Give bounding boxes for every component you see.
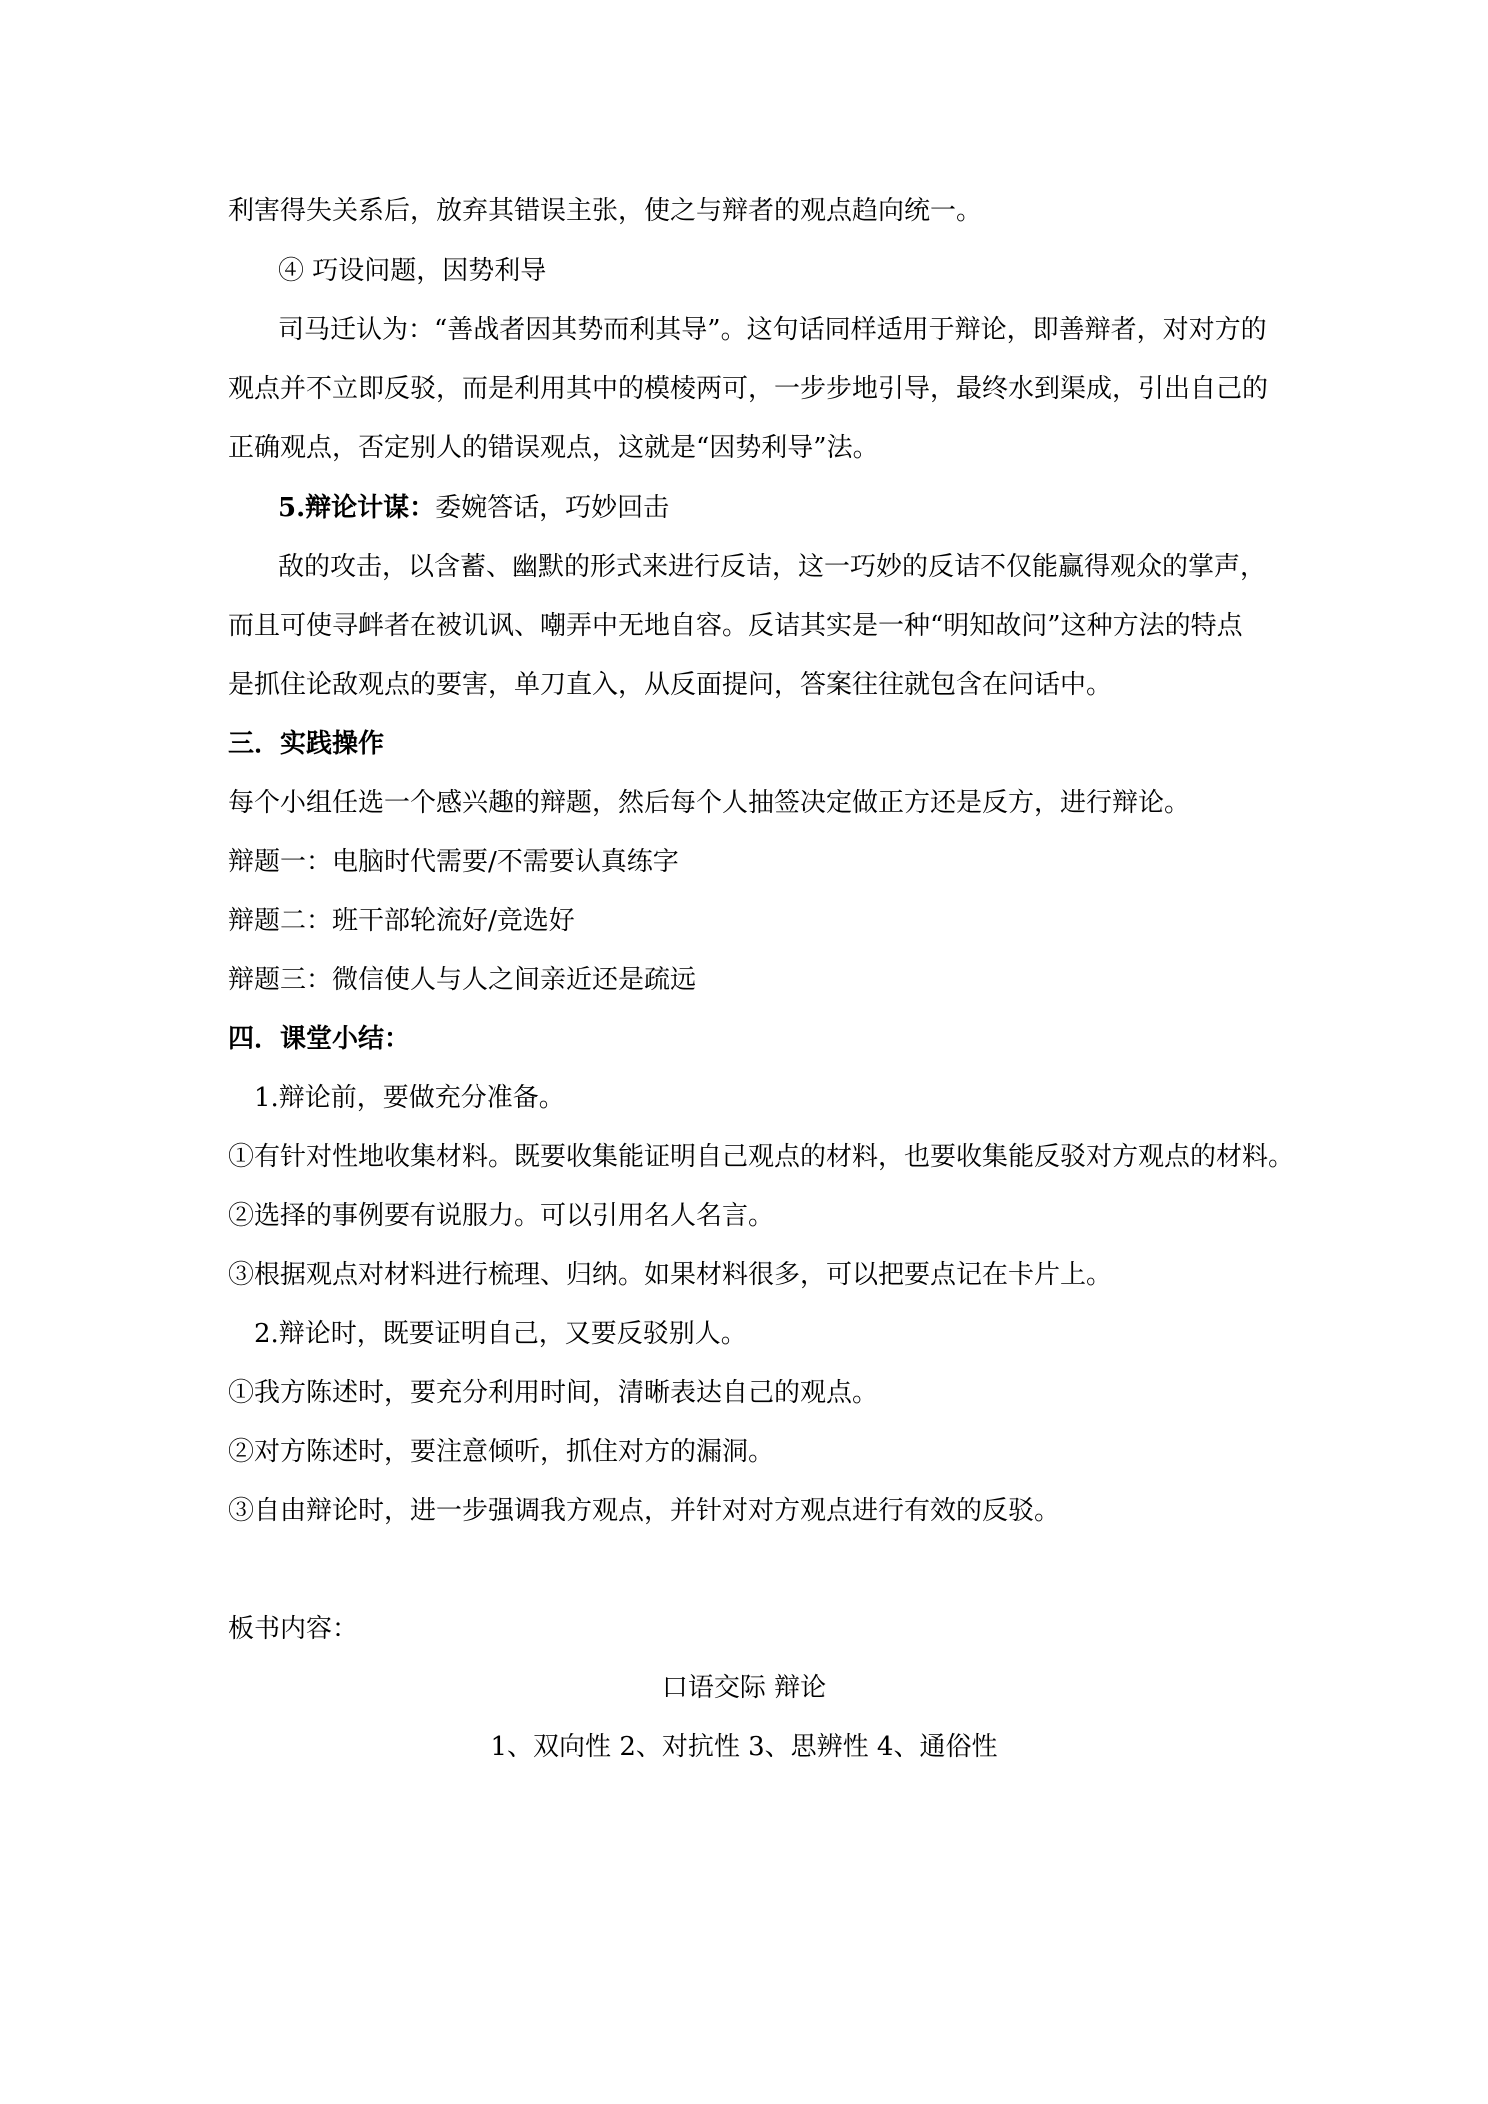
strategy5-label: 5.辩论计谋：: [278, 493, 436, 523]
item4-body-line-1: 司马迁认为：“善战者因其势而利其导”。这句话同样适用于辩论，即善辩者，对对方的: [278, 315, 1267, 345]
topic-1: 辩题一：电脑时代需要/不需要认真练字: [228, 847, 679, 877]
board-label: 板书内容：: [228, 1614, 359, 1644]
section4-heading: 四．课堂小结：: [228, 1024, 411, 1054]
strategy5-body-line-1: 敌的攻击，以含蓄、幽默的形式来进行反诘，这一巧妙的反诘不仅能赢得观众的掌声，: [278, 552, 1267, 582]
section3-heading: 三．实践操作: [228, 729, 385, 759]
topic-3: 辩题三：微信使人与人之间亲近还是疏远: [228, 965, 697, 995]
topic-2: 辩题二：班干部轮流好/竞选好: [228, 906, 575, 936]
strategy5-body-line-3: 是抓住论敌观点的要害，单刀直入，从反面提问，答案往往就包含在问话中。: [228, 670, 1113, 700]
paragraph-continuation: 利害得失关系后，放弃其错误主张，使之与辩者的观点趋向统一。: [228, 196, 983, 226]
summary2-title: 2.辩论时，既要证明自己，又要反驳别人。: [254, 1319, 747, 1349]
strategy5-text: 委婉答话，巧妙回击: [435, 493, 670, 523]
summary1-title: 1.辩论前，要做充分准备。: [254, 1083, 565, 1113]
strategy5-body-line-2: 而且可使寻衅者在被讥讽、嘲弄中无地自容。反诘其实是一种“明知故问”这种方法的特点: [228, 611, 1243, 641]
section3-intro: 每个小组任选一个感兴趣的辩题，然后每个人抽签决定做正方还是反方，进行辩论。: [228, 788, 1191, 818]
summary1-item-2: ②选择的事例要有说服力。可以引用名人名言。: [228, 1201, 775, 1231]
item4-title: ④ 巧设问题，因势利导: [278, 256, 547, 286]
summary2-item-2: ②对方陈述时，要注意倾听，抓住对方的漏洞。: [228, 1437, 775, 1467]
summary1-item-3: ③根据观点对材料进行梳理、归纳。如果材料很多，可以把要点记在卡片上。: [228, 1260, 1113, 1290]
board-title: 口语交际 辩论: [661, 1673, 827, 1703]
summary2-item-3: ③自由辩论时，进一步强调我方观点，并针对对方观点进行有效的反驳。: [228, 1496, 1061, 1526]
item4-body-line-3: 正确观点，否定别人的错误观点，这就是“因势利导”法。: [228, 433, 879, 463]
summary1-item-1: ①有针对性地收集材料。既要收集能证明自己观点的材料，也要收集能反驳对方观点的材料。: [228, 1142, 1295, 1172]
item4-body-line-2: 观点并不立即反驳，而是利用其中的模棱两可，一步步地引导，最终水到渠成，引出自己的: [228, 374, 1269, 404]
board-points: 1、双向性 2、对抗性 3、思辨性 4、通俗性: [490, 1732, 998, 1762]
strategy5-heading: [278, 491, 669, 525]
summary2-item-1: ①我方陈述时，要充分利用时间，清晰表达自己的观点。: [228, 1378, 879, 1408]
